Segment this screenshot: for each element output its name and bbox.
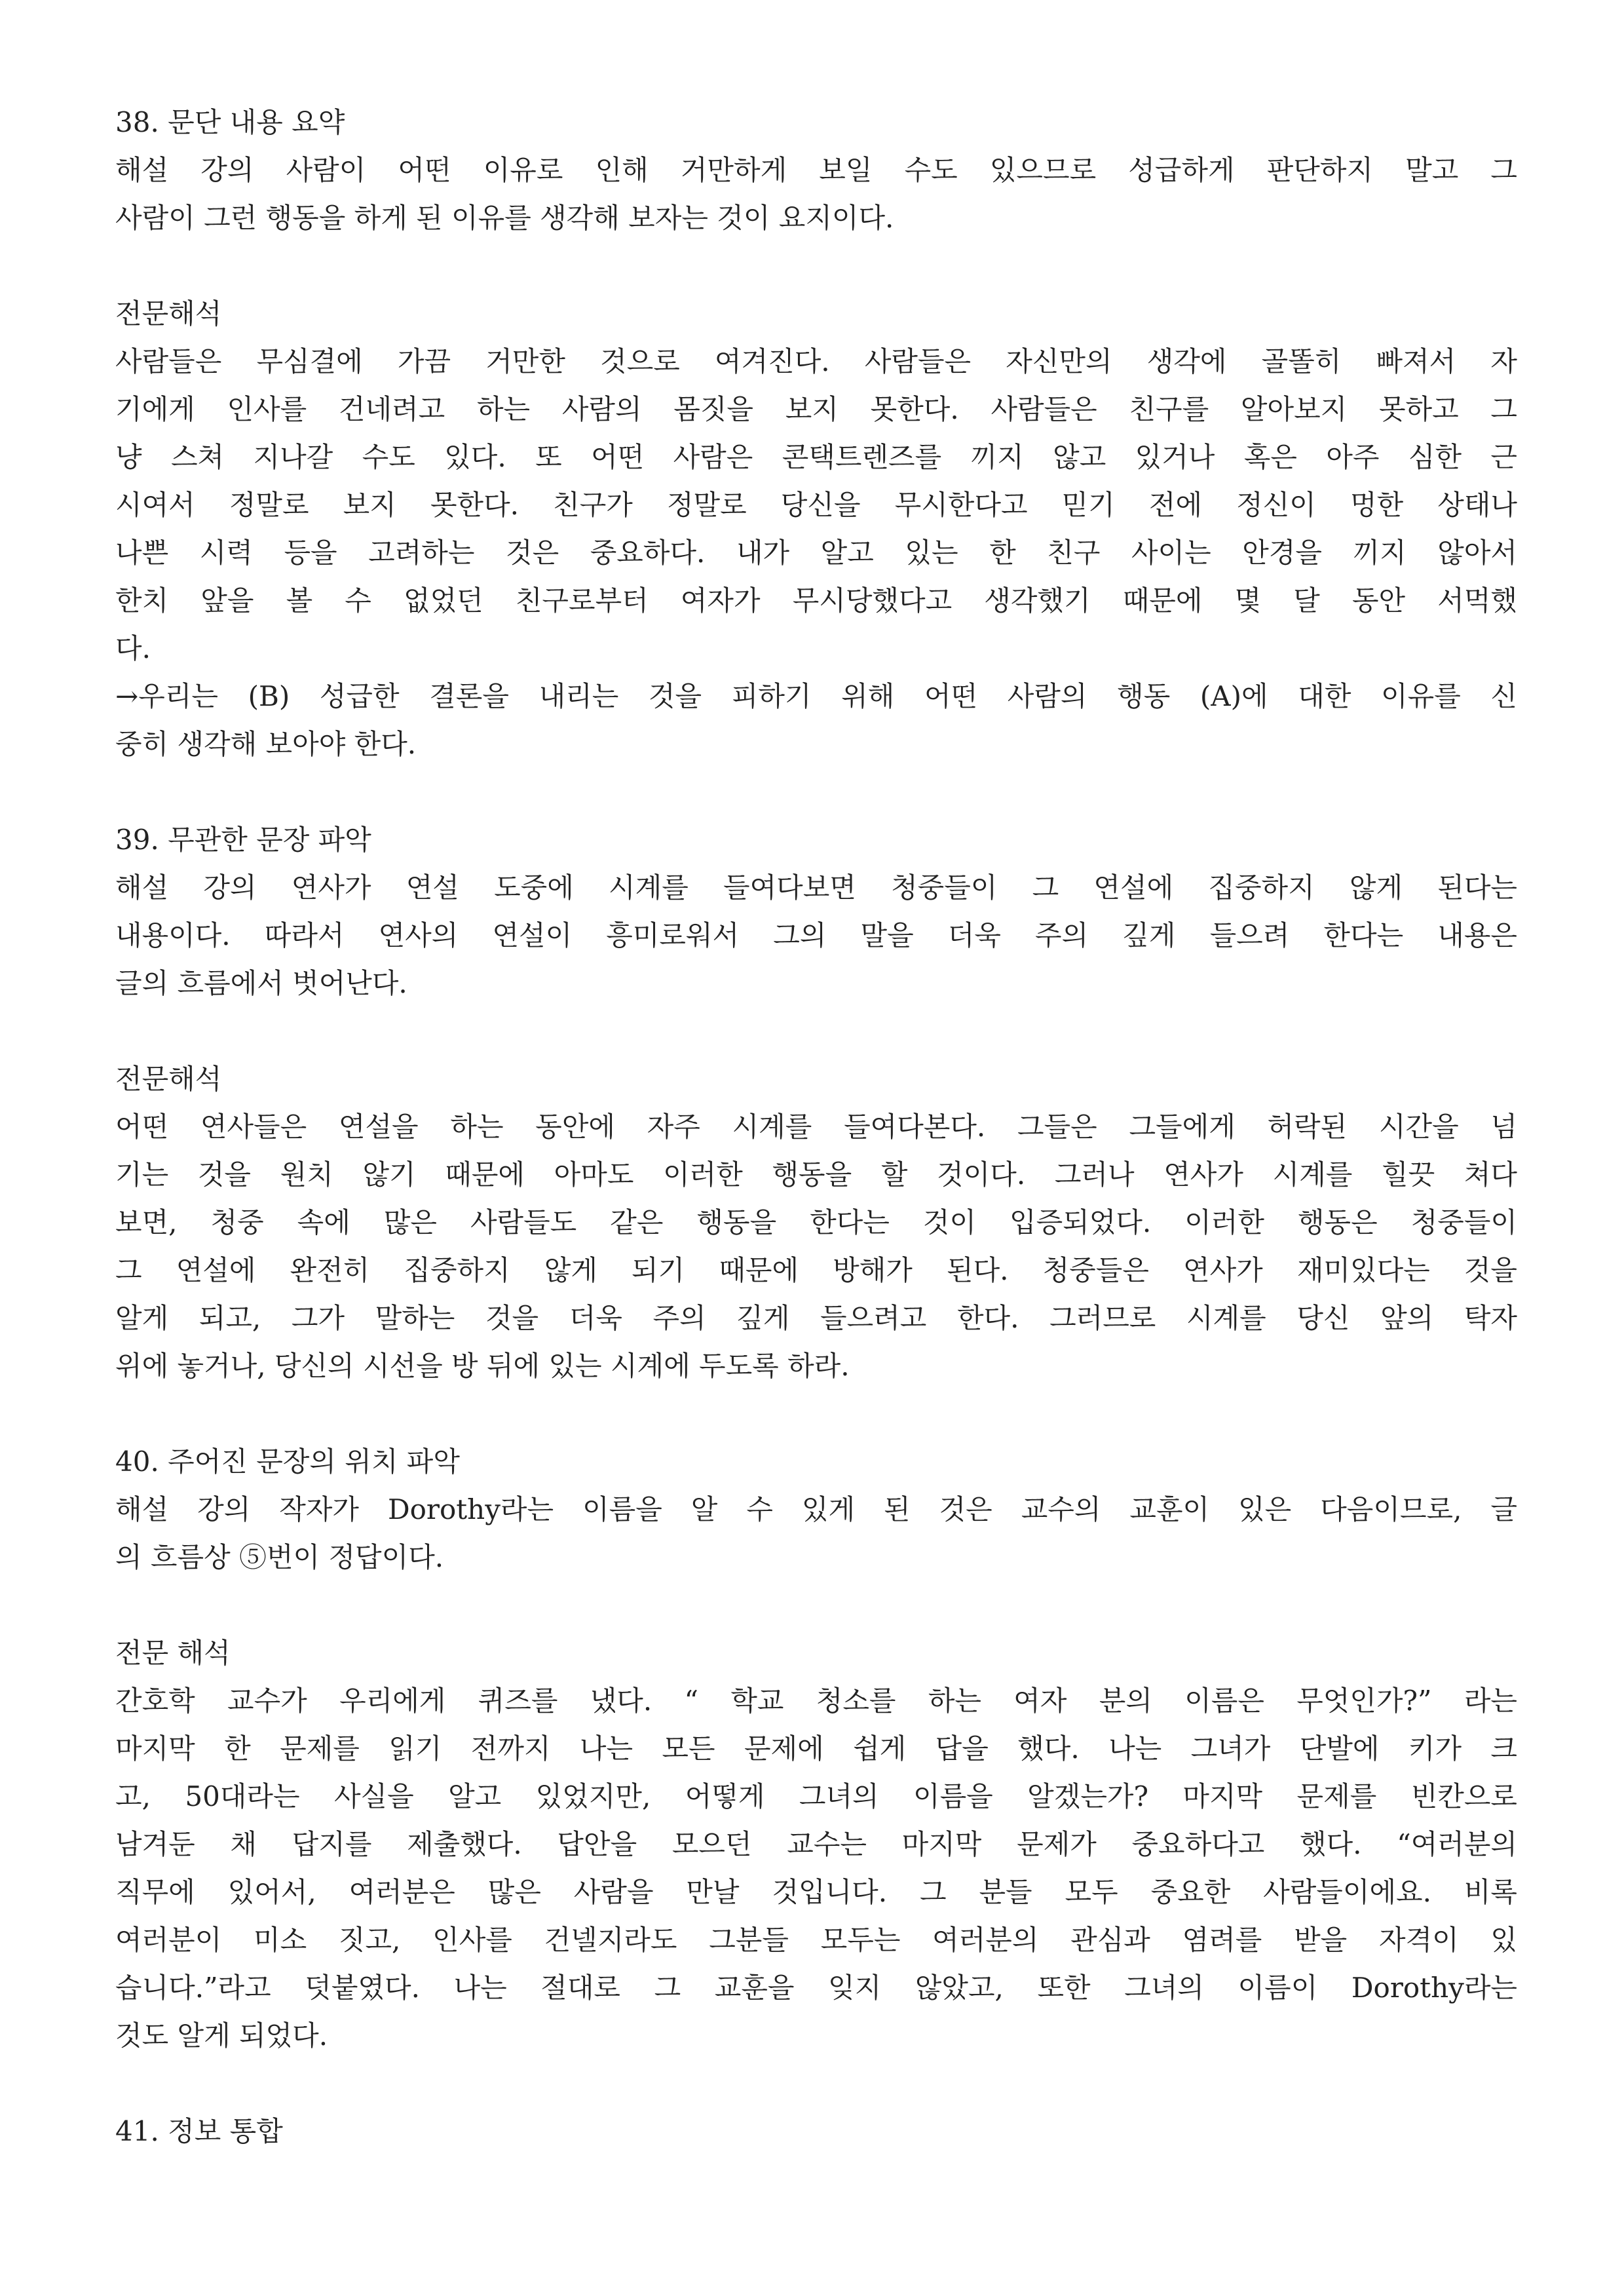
spacer	[115, 1581, 1517, 1629]
document-page	[115, 98, 1517, 2155]
section-heading: 38. 문단 내용 요약	[115, 106, 345, 138]
spacer	[115, 1007, 1517, 1055]
text-line: 중히 생각해 보아야 한다.	[115, 728, 417, 760]
section-heading: 전문해석	[115, 1063, 222, 1095]
text-line: 위에 놓거나, 당신의 시선을 방 뒤에 있는 시계에 두도록 하라.	[115, 1350, 850, 1382]
section-heading: 전문 해석	[115, 1637, 231, 1669]
text-line: 사람이 그런 행동을 하게 된 이유를 생각해 보자는 것이 요지이다.	[115, 202, 894, 234]
text-line: 시여서 정말로 보지 못한다. 친구가 정말로 당신을 무시한다고 믿기 전에 정신이 멍한 상태나	[115, 489, 1517, 521]
section-38	[115, 98, 1517, 242]
text-line: 보면, 청중 속에 많은 사람들도 같은 행동을 한다는 것이 입증되었다. 이러한 행동은 청중들이	[115, 1206, 1517, 1238]
spacer	[115, 2059, 1517, 2107]
section-40-translation	[115, 1629, 1517, 2059]
section-heading: 41. 정보 통합	[115, 2115, 283, 2147]
text-line: 냥 스쳐 지나갈 수도 있다. 또 어떤 사람은 콘택트렌즈를 끼지 않고 있거나 혹은 아주 심한 근	[115, 441, 1517, 473]
text-line: 간호학 교수가 우리에게 퀴즈를 냈다. “ 학교 청소를 하는 여자 분의 이름은 무엇인가?” 라는	[115, 1685, 1517, 1717]
spacer	[115, 768, 1517, 816]
text-line: 기에게 인사를 건네려고 하는 사람의 몸짓을 보지 못한다. 사람들은 친구를 알아보지 못하고 그	[115, 393, 1517, 425]
text-line: 고, 50대라는 사실을 알고 있었지만, 어떻게 그녀의 이름을 알겠는가? 마지막 문제를 빈칸으로	[115, 1780, 1517, 1812]
text-line: →우리는 (B) 성급한 결론을 내리는 것을 피하기 위해 어떤 사람의 행동 (A)에 대한 이유를 신	[115, 680, 1517, 712]
section-39-translation	[115, 1055, 1517, 1390]
text-line: 해설 강의 연사가 연설 도중에 시계를 들여다보면 청중들이 그 연설에 집중하지 않게 된다는	[115, 871, 1517, 904]
text-line: 다.	[115, 632, 151, 664]
section-39	[115, 816, 1517, 1007]
text-line: 알게 되고, 그가 말하는 것을 더욱 주의 깊게 들으려고 한다. 그러므로 시계를 당신 앞의 탁자	[115, 1302, 1517, 1334]
spacer	[115, 1390, 1517, 1438]
text-line: 마지막 한 문제를 읽기 전까지 나는 모든 문제에 쉽게 답을 했다. 나는 그녀가 단발에 키가 크	[115, 1732, 1517, 1765]
text-line: 의 흐름상 ⑤번이 정답이다.	[115, 1541, 444, 1573]
text-line: 해설 강의 사람이 어떤 이유로 인해 거만하게 보일 수도 있으므로 성급하게 판단하지 말고 그	[115, 154, 1517, 186]
text-line: 나쁜 시력 등을 고려하는 것은 중요하다. 내가 알고 있는 한 친구 사이는 안경을 끼지 않아서	[115, 537, 1517, 569]
text-line: 기는 것을 원치 않기 때문에 아마도 이러한 행동을 할 것이다. 그러나 연사가 시계를 힐끗 쳐다	[115, 1158, 1517, 1191]
text-line: 내용이다. 따라서 연사의 연설이 흥미로워서 그의 말을 더욱 주의 깊게 들으려 한다는 내용은	[115, 919, 1517, 951]
text-line: 직무에 있어서, 여러분은 많은 사람을 만날 것입니다. 그 분들 모두 중요한 사람들이에요. 비록	[115, 1876, 1517, 1908]
text-line: 사람들은 무심결에 가끔 거만한 것으로 여겨진다. 사람들은 자신만의 생각에 골똘히 빠져서 자	[115, 345, 1517, 377]
section-40	[115, 1438, 1517, 1581]
text-line: 한치 앞을 볼 수 없었던 친구로부터 여자가 무시당했다고 생각했기 때문에 몇 달 동안 서먹했	[115, 584, 1517, 617]
text-line: 남겨둔 채 답지를 제출했다. 답안을 모으던 교수는 마지막 문제가 중요하다고 했다. “여러분의	[115, 1828, 1517, 1860]
text-line: 글의 흐름에서 벗어난다.	[115, 967, 407, 999]
section-heading: 39. 무관한 문장 파악	[115, 824, 371, 856]
section-41	[115, 2107, 1517, 2155]
spacer	[115, 242, 1517, 290]
text-line: 여러분이 미소 짓고, 인사를 건넬지라도 그분들 모두는 여러분의 관심과 염려를 받을 자격이 있	[115, 1924, 1517, 1956]
text-line: 어떤 연사들은 연설을 하는 동안에 자주 시계를 들여다본다. 그들은 그들에게 허락된 시간을 넘	[115, 1111, 1517, 1143]
text-line: 습니다.”라고 덧붙였다. 나는 절대로 그 교훈을 잊지 않았고, 또한 그녀의 이름이 Dorothy라는	[115, 1972, 1517, 2004]
text-line: 해설 강의 작자가 Dorothy라는 이름을 알 수 있게 된 것은 교수의 교훈이 있은 다음이므로, 글	[115, 1493, 1517, 1525]
section-heading: 전문해석	[115, 297, 222, 330]
section-heading: 40. 주어진 문장의 위치 파악	[115, 1445, 460, 1478]
text-line: 것도 알게 되었다.	[115, 2019, 328, 2052]
section-38-translation	[115, 290, 1517, 768]
text-line: 그 연설에 완전히 집중하지 않게 되기 때문에 방해가 된다. 청중들은 연사가 재미있다는 것을	[115, 1254, 1517, 1286]
